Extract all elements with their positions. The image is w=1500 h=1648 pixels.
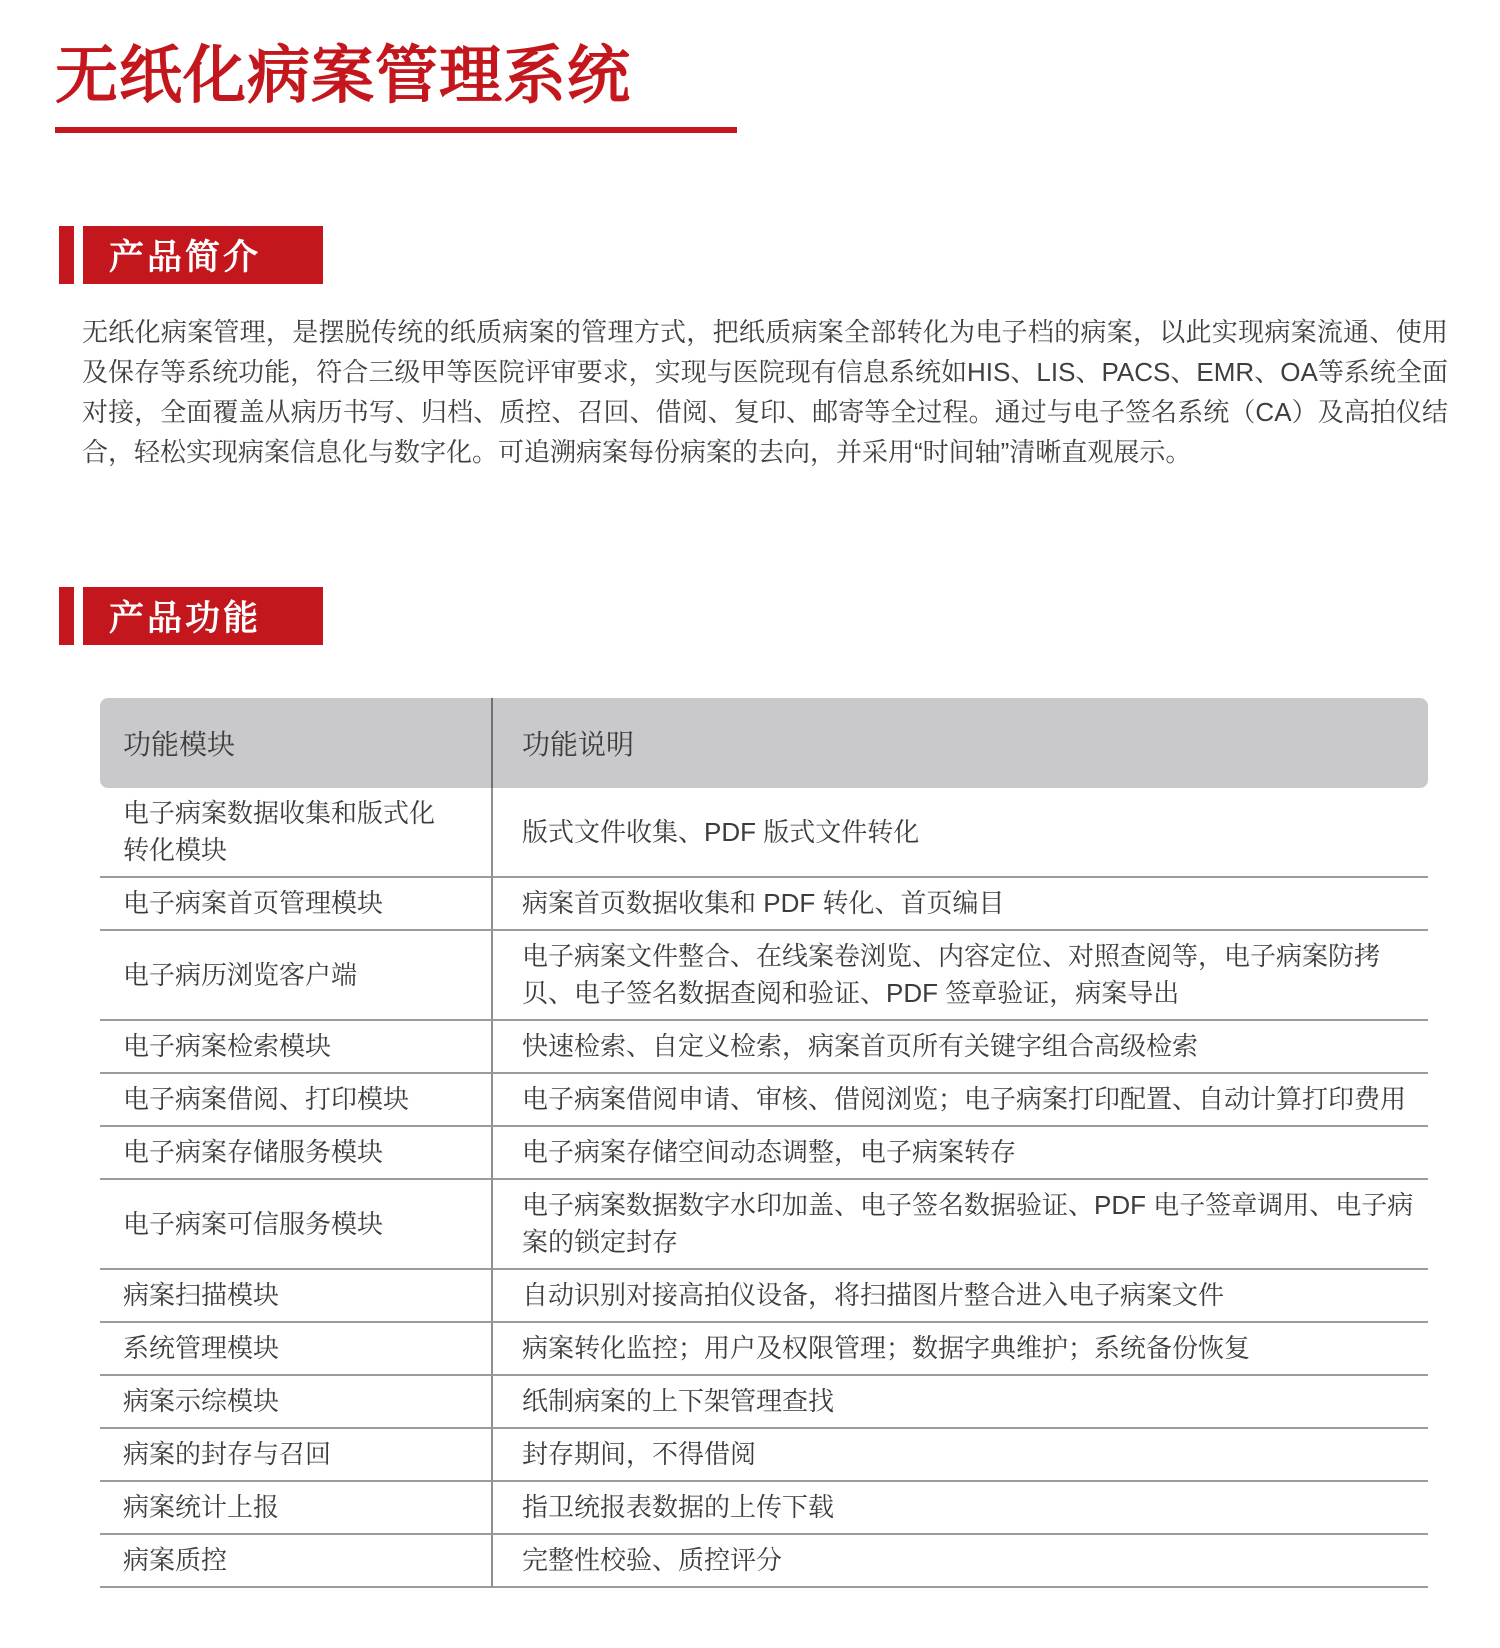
feature-module-cell: 电子病案存储服务模块 xyxy=(100,1127,493,1180)
page-title: 无纸化病案管理系统 xyxy=(55,41,631,111)
feature-row xyxy=(100,878,1428,931)
feature-module-cell: 电子病案可信服务模块 xyxy=(100,1180,493,1270)
feature-module-cell: 系统管理模块 xyxy=(100,1323,493,1376)
feature-row xyxy=(100,1021,1428,1074)
feature-row xyxy=(100,1127,1428,1180)
feature-row xyxy=(100,1180,1428,1270)
feature-desc-cell: 电子病案数据数字水印加盖、电子签名数据验证、PDF 电子签章调用、电子病案的锁定封存 xyxy=(493,1180,1428,1270)
column-header-description: 功能说明 xyxy=(493,698,1428,788)
feature-module-cell: 病案统计上报 xyxy=(100,1482,493,1535)
feature-row xyxy=(100,1376,1428,1429)
feature-row xyxy=(100,788,1428,878)
feature-row xyxy=(100,1482,1428,1535)
feature-desc-cell: 完整性校验、质控评分 xyxy=(493,1535,1428,1588)
feature-desc-cell: 电子病案存储空间动态调整，电子病案转存 xyxy=(493,1127,1428,1180)
feature-module-cell: 病案扫描模块 xyxy=(100,1270,493,1323)
feature-row xyxy=(100,1323,1428,1376)
features-table xyxy=(100,698,1428,1588)
feature-desc-cell: 快速检索、自定义检索，病案首页所有关键字组合高级检索 xyxy=(493,1021,1428,1074)
feature-module-cell: 病案的封存与召回 xyxy=(100,1429,493,1482)
column-header-module: 功能模块 xyxy=(100,698,493,788)
feature-module-cell: 电子病案首页管理模块 xyxy=(100,878,493,931)
section-banner-intro: 产品简介 xyxy=(83,226,323,284)
feature-module-cell: 电子病历浏览客户端 xyxy=(100,931,493,1021)
intro-paragraph: 无纸化病案管理，是摆脱传统的纸质病案的管理方式，把纸质病案全部转化为电子档的病案，以此实现病案流通、使用及保存等系统功能，符合三级甲等医院评审要求，实现与医院现有信息系统如HIS、LIS、PACS、EMR、OA等系统全面对接，全面覆盖从病历书写、归档、质控、召回、借阅、复印、邮寄等全过程。通过与电子签名系统（CA）及高拍仪结合，轻松实现病案信息化与数字化。可追溯病案每份病案的去向，并采用“时间轴”清晰直观展示。 xyxy=(82,317,1448,467)
section-accent-bar xyxy=(59,587,74,645)
feature-desc-cell: 电子病案文件整合、在线案卷浏览、内容定位、对照查阅等，电子病案防拷贝、电子签名数据查阅和验证、PDF 签章验证，病案导出 xyxy=(493,931,1428,1021)
feature-row xyxy=(100,1429,1428,1482)
feature-desc-cell: 版式文件收集、PDF 版式文件转化 xyxy=(493,788,1428,878)
feature-module-cell: 电子病案借阅、打印模块 xyxy=(100,1074,493,1127)
feature-row xyxy=(100,1074,1428,1127)
feature-module-cell: 电子病案检索模块 xyxy=(100,1021,493,1074)
section-header-intro xyxy=(59,226,323,284)
feature-module-cell: 电子病案数据收集和版式化转化模块 xyxy=(100,788,493,878)
table-header-row xyxy=(100,698,1428,788)
feature-desc-cell: 封存期间，不得借阅 xyxy=(493,1429,1428,1482)
feature-module-cell: 病案质控 xyxy=(100,1535,493,1588)
section-banner-features: 产品功能 xyxy=(83,587,323,645)
feature-desc-cell: 自动识别对接高拍仪设备，将扫描图片整合进入电子病案文件 xyxy=(493,1270,1428,1323)
feature-desc-cell: 指卫统报表数据的上传下载 xyxy=(493,1482,1428,1535)
title-underline xyxy=(55,127,737,133)
feature-row xyxy=(100,1535,1428,1588)
section-accent-bar xyxy=(59,226,74,284)
section-header-features xyxy=(59,587,323,645)
feature-module-cell: 病案示综模块 xyxy=(100,1376,493,1429)
feature-desc-cell: 病案转化监控；用户及权限管理；数据字典维护；系统备份恢复 xyxy=(493,1323,1428,1376)
feature-desc-cell: 病案首页数据收集和 PDF 转化、首页编目 xyxy=(493,878,1428,931)
feature-row xyxy=(100,1270,1428,1323)
feature-desc-cell: 纸制病案的上下架管理查找 xyxy=(493,1376,1428,1429)
feature-desc-cell: 电子病案借阅申请、审核、借阅浏览；电子病案打印配置、自动计算打印费用 xyxy=(493,1074,1428,1127)
feature-row xyxy=(100,931,1428,1021)
